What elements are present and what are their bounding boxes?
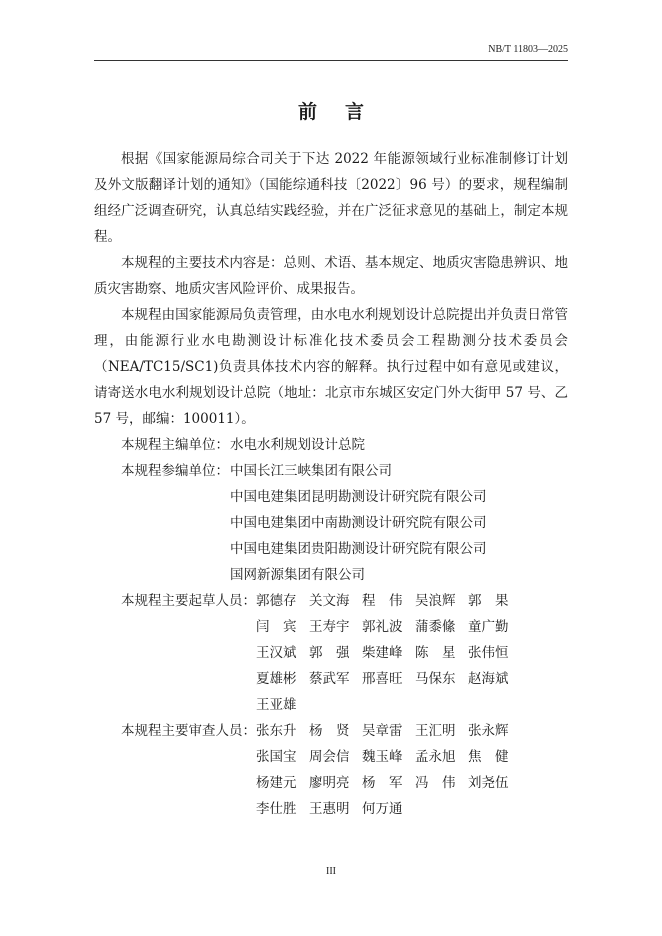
chief-unit-row (94, 432, 568, 458)
drafter-name: 张伟恒 (468, 645, 509, 661)
header-rule (94, 60, 568, 61)
reviewer-name: 杨 军 (362, 775, 403, 791)
drafter-name: 王寿宇 (309, 619, 350, 635)
drafter-name: 吴浪辉 (415, 593, 456, 609)
drafter-name: 王汉斌 (256, 645, 297, 661)
drafter-name: 邢喜旺 (362, 671, 403, 687)
drafter-name: 柴建峰 (362, 645, 403, 661)
reviewer-name: 王汇明 (415, 723, 456, 739)
reviewer-name: 王惠明 (309, 801, 350, 817)
drafter-name: 陈 星 (415, 645, 456, 661)
reviewer-name: 刘尧伍 (468, 775, 509, 791)
document-code: NB/T 11803—2025 (488, 44, 568, 55)
drafter-name: 蔡武军 (309, 671, 350, 687)
participating-unit: 中国电建集团昆明勘测设计研究院有限公司 (230, 489, 487, 505)
participating-unit: 国网新源集团有限公司 (230, 567, 365, 583)
paragraph-management: 本规程由国家能源局负责管理，由水电水利规划设计总院提出并负责日常管理，由能源行业水电勘测设计标准化技术委员会工程勘测分技术委员会（NEA/TC15/SC1)负责具体技术内容的解释。执行过程中如有意见或建议，请寄送水电水利规划设计总院（地址：北京市东城区安定门外大街甲 57 号、乙 57 号，邮编：100011）。 (94, 307, 568, 427)
title-char-2: 言 (345, 101, 365, 123)
reviewer-name: 张永辉 (468, 723, 509, 739)
participating-units-list (230, 458, 568, 588)
drafter-name: 王亚雄 (256, 697, 297, 713)
reviewer-name: 焦 健 (468, 749, 509, 765)
reviewer-name: 吴章雷 (362, 723, 403, 739)
drafters-list (256, 588, 568, 718)
drafter-name: 童广勤 (468, 619, 509, 635)
reviewer-name: 何万通 (362, 801, 403, 817)
drafter-name: 郭礼波 (362, 619, 403, 635)
drafter-name: 闫 宾 (256, 619, 297, 635)
participating-units-row (94, 458, 568, 588)
reviewers-list (256, 718, 568, 822)
page-number: III (326, 866, 336, 877)
reviewer-name: 杨建元 (256, 775, 297, 791)
drafter-name: 蒲黍絛 (415, 619, 456, 635)
drafter-name: 关文海 (309, 593, 350, 609)
chief-unit-value: 水电水利规划设计总院 (230, 437, 365, 453)
title-char-1: 前 (297, 101, 317, 123)
page-title (0, 97, 662, 124)
drafter-name: 赵海斌 (468, 671, 509, 687)
participating-units-label: 本规程参编单位： (121, 463, 229, 479)
reviewer-name: 张东升 (256, 723, 297, 739)
reviewer-name: 廖明亮 (309, 775, 350, 791)
drafter-name: 马保东 (415, 671, 456, 687)
participating-unit: 中国电建集团中南勘测设计研究院有限公司 (230, 515, 487, 531)
reviewer-name: 杨 贤 (309, 723, 350, 739)
drafter-name: 郭 强 (309, 645, 350, 661)
reviewers-label: 本规程主要审查人员： (121, 723, 256, 739)
reviewer-name: 周会信 (309, 749, 350, 765)
drafter-name: 夏雄彬 (256, 671, 297, 687)
chief-unit-label: 本规程主编单位： (121, 437, 229, 453)
reviewer-name: 魏玉峰 (362, 749, 403, 765)
preface-body (94, 146, 568, 822)
drafters-label: 本规程主要起草人员： (121, 593, 256, 609)
reviewer-name: 冯 伟 (415, 775, 456, 791)
reviewer-name: 孟永旭 (415, 749, 456, 765)
drafter-name: 郭德存 (256, 593, 297, 609)
drafter-name: 郭 果 (468, 593, 509, 609)
reviewers-block (94, 718, 568, 822)
reviewer-name: 李仕胜 (256, 801, 297, 817)
drafters-block (94, 588, 568, 718)
participating-unit: 中国长江三峡集团有限公司 (230, 463, 392, 479)
paragraph-plan-basis: 根据《国家能源局综合司关于下达 2022 年能源领域行业标准制修订计划及外文版翻译计划的通知》（国能综通科技〔2022〕96 号）的要求，规程编制组经广泛调查研究，认真总结实践经验，并在广泛征求意见的基础上，制定本规程。 (94, 151, 568, 245)
participating-unit: 中国电建集团贵阳勘测设计研究院有限公司 (230, 541, 487, 557)
reviewer-name: 张国宝 (256, 749, 297, 765)
drafter-name: 程 伟 (362, 593, 403, 609)
paragraph-main-contents: 本规程的主要技术内容是：总则、术语、基本规定、地质灾害隐患辨识、地质灾害勘察、地质灾害风险评价、成果报告。 (94, 255, 568, 297)
